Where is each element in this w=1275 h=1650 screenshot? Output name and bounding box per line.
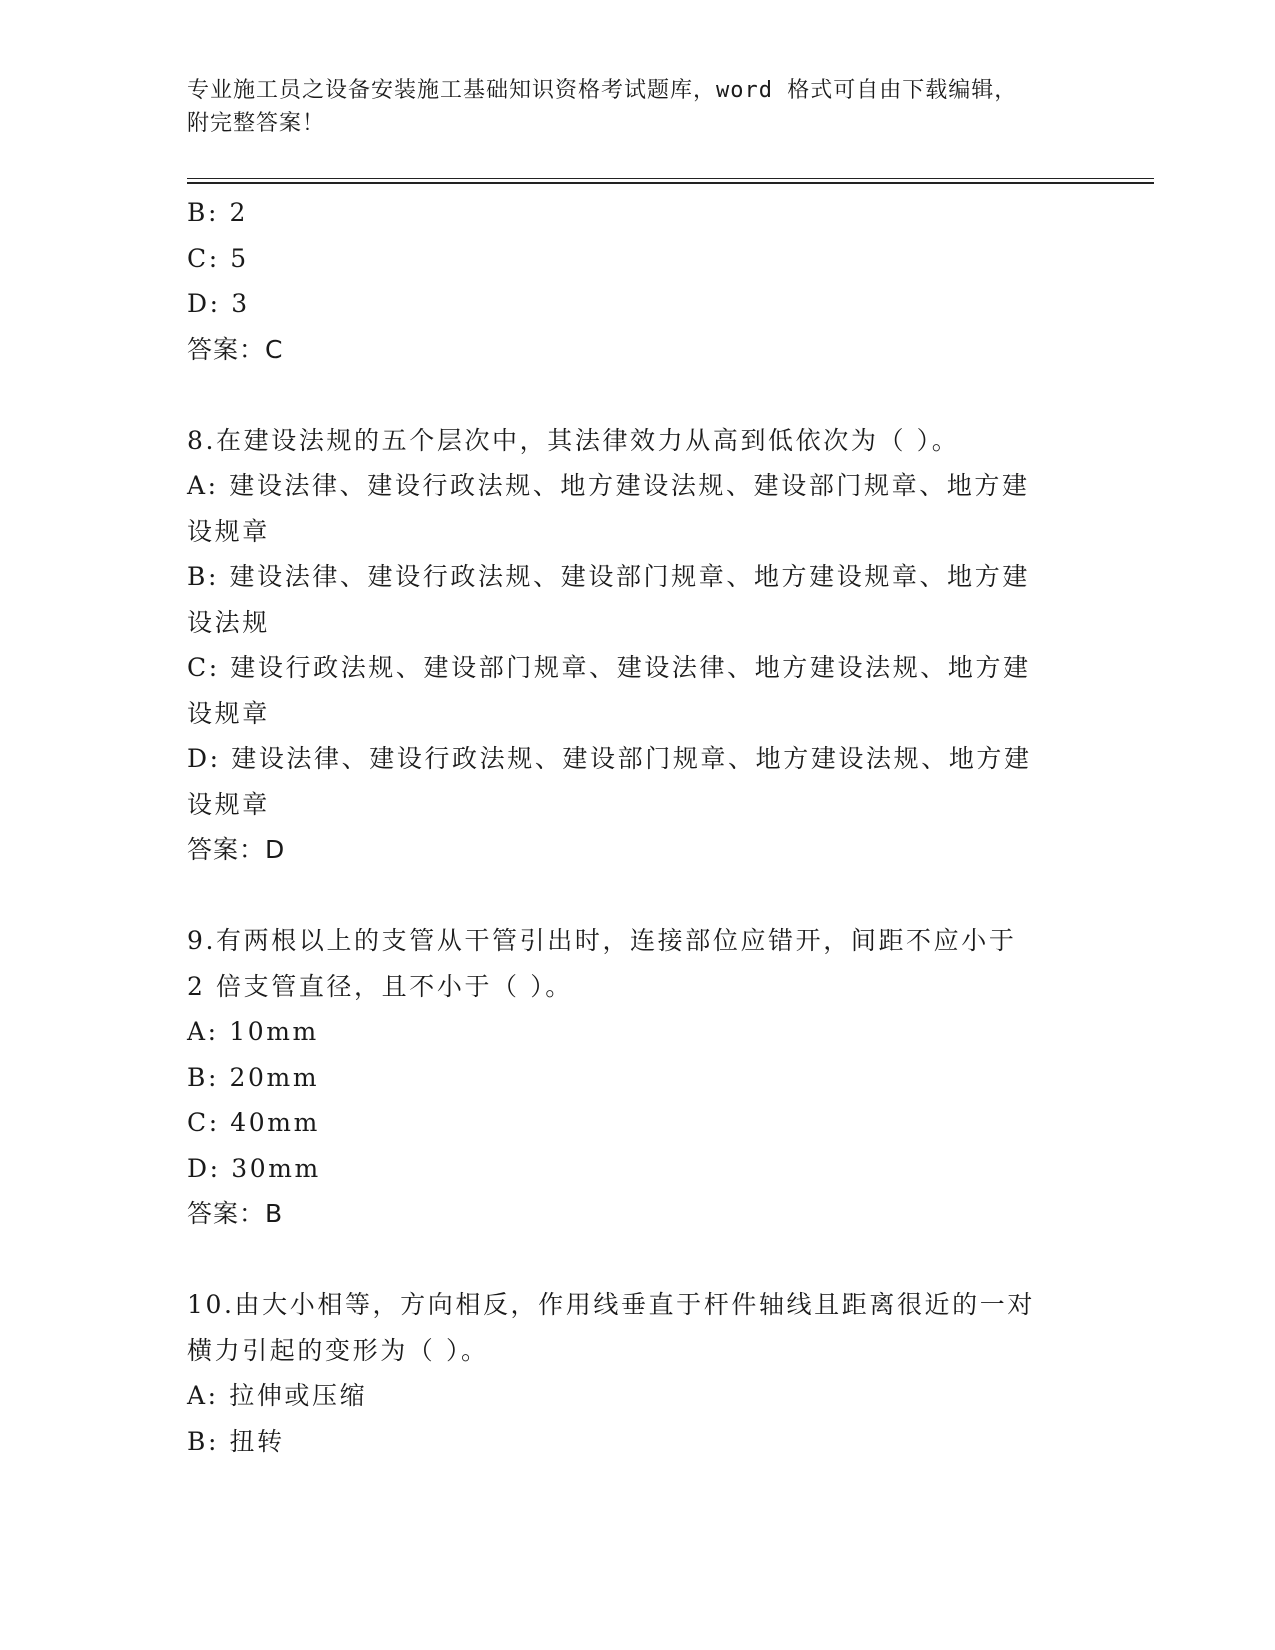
- option-d: D: 30mm: [187, 1153, 321, 1183]
- question-8: [187, 418, 1087, 873]
- header-line-2: 附完整答案！: [187, 111, 326, 136]
- answer-line: 答案：B: [187, 1199, 284, 1228]
- option-c: C: 40mm: [187, 1108, 320, 1137]
- question-stem-continued: 2 倍支管直径，且不小于（ ）。: [187, 971, 573, 1001]
- question-stem: 9.有两根以上的支管从干管引出时，连接部位应错开，间距不应小于: [187, 926, 1017, 955]
- document-body: [187, 190, 1087, 1464]
- page-header: [187, 74, 1087, 140]
- option-c: C: 建设行政法规、建设部门规章、建设法律、地方建设法规、地方建: [187, 653, 1031, 682]
- option-b: B: 20mm: [187, 1062, 320, 1092]
- option-c: C: 5: [187, 243, 249, 273]
- answer-line: 答案：D: [187, 835, 286, 864]
- option-a: A: 建设法律、建设行政法规、地方建设法规、建设部门规章、地方建: [187, 471, 1030, 500]
- question-stem: 10.由大小相等，方向相反，作用线垂直于杆件轴线且距离很近的一对: [187, 1290, 1035, 1319]
- option-c-continued: 设规章: [187, 698, 270, 728]
- answer-line: 答案：C: [187, 334, 284, 364]
- option-b-continued: 设法规: [187, 607, 270, 637]
- option-a-continued: 设规章: [187, 516, 270, 546]
- option-d: D: 3: [187, 289, 250, 318]
- option-b: B: 2: [187, 198, 249, 227]
- question-stem-continued: 横力引起的变形为（ ）。: [187, 1335, 489, 1365]
- option-d-continued: 设规章: [187, 789, 270, 819]
- question-10: [187, 1282, 1087, 1464]
- spacer: [187, 372, 1087, 418]
- option-b: B: 建设法律、建设行政法规、建设部门规章、地方建设规章、地方建: [187, 562, 1030, 591]
- option-d: D: 建设法律、建设行政法规、建设部门规章、地方建设法规、地方建: [187, 744, 1032, 773]
- option-a: A: 拉伸或压缩: [187, 1381, 368, 1410]
- header-divider-thick: [187, 182, 1154, 184]
- header-line-1: 专业施工员之设备安装施工基础知识资格考试题库，word 格式可自由下载编辑，: [187, 78, 1018, 103]
- spacer: [187, 873, 1087, 919]
- spacer: [187, 1237, 1087, 1283]
- question-9: [187, 918, 1087, 1237]
- header-divider-thin: [187, 178, 1154, 179]
- question-stem: 8.在建设法规的五个层次中，其法律效力从高到低依次为（ ）。: [187, 425, 960, 455]
- option-b: B: 扭转: [187, 1426, 285, 1456]
- option-a: A: 10mm: [187, 1017, 319, 1046]
- question-7-tail: [187, 190, 1087, 372]
